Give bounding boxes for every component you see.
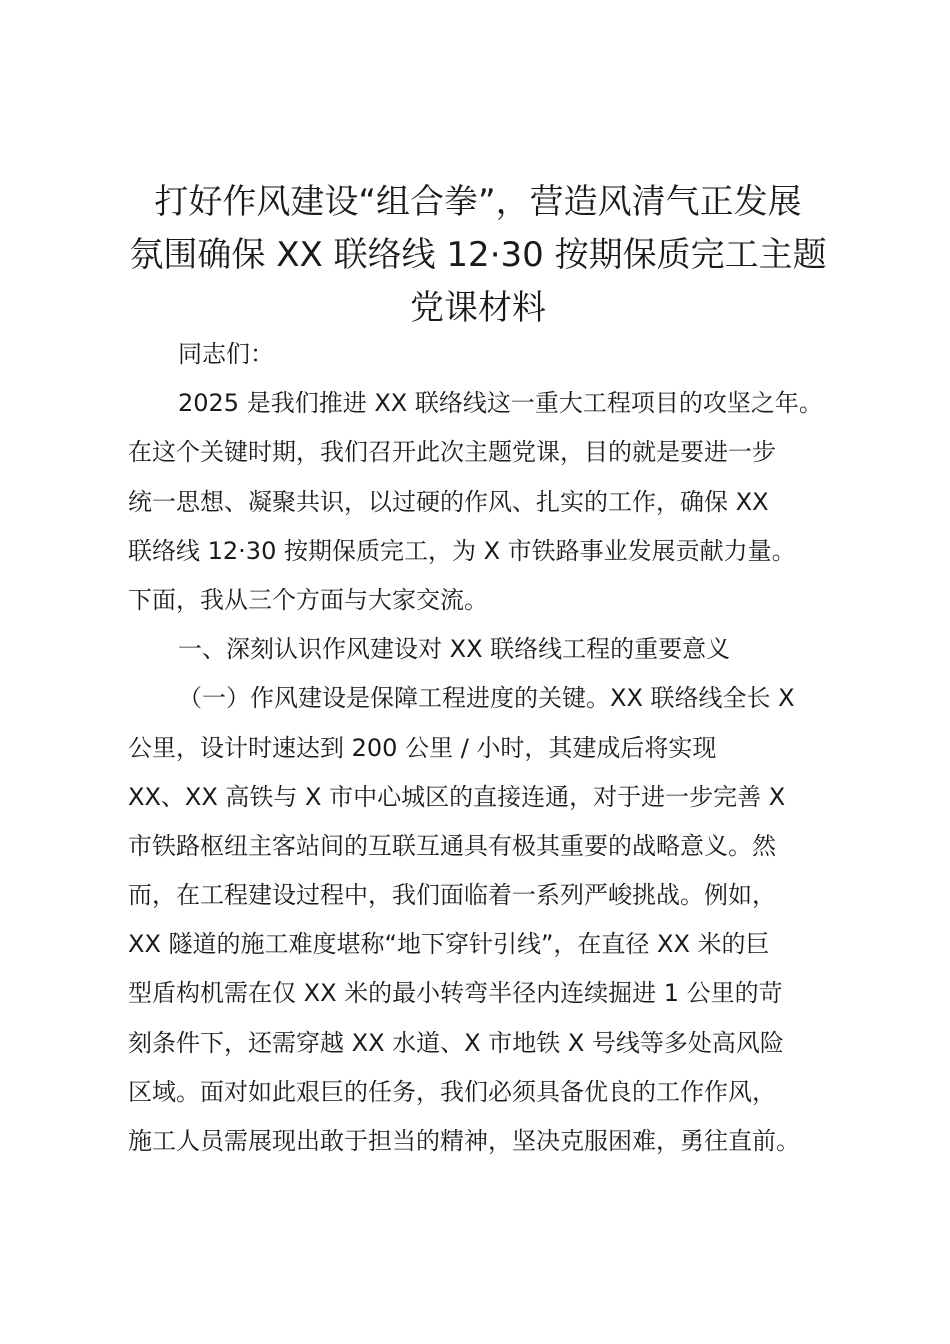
body-line: XX、XX 高铁与 X 市中心城区的直接连通，对于进一步完善 X (128, 782, 786, 811)
body-line: 统一思想、凝聚共识，以过硬的作风、扎实的工作，确保 XX (128, 487, 769, 516)
body-line: 在这个关键时期，我们召开此次主题党课，目的就是要进一步 (128, 438, 776, 467)
body-line: 2025 是我们推进 XX 联络线这一重大工程项目的攻坚之年。 (178, 389, 823, 418)
salutation: 同志们： (178, 340, 274, 368)
body-line: 市铁路枢纽主客站间的互联互通具有极其重要的战略意义。然 (128, 831, 776, 860)
body-line: 区域。面对如此艰巨的任务，我们必须具备优良的工作作风， (128, 1077, 776, 1106)
body-line: 型盾构机需在仅 XX 米的最小转弯半径内连续掘进 1 公里的苛 (128, 979, 783, 1008)
body-line: XX 隧道的施工难度堪称“地下穿针引线”，在直径 XX 米的巨 (128, 930, 770, 959)
body-line: 下面，我从三个方面与大家交流。 (128, 585, 488, 614)
body-line: 公里，设计时速达到 200 公里 / 小时，其建成后将实现 (128, 733, 717, 762)
body-line: 刻条件下，还需穿越 XX 水道、X 市地铁 X 号线等多处高风险 (128, 1028, 784, 1057)
body-line: 而，在工程建设过程中，我们面临着一系列严峻挑战。例如， (128, 881, 776, 910)
title-line-1: 打好作风建设“组合拳”，营造风清气正发展 (154, 182, 802, 222)
body-line: （一）作风建设是保障工程进度的关键。XX 联络线全长 X (178, 684, 795, 713)
document-body (128, 330, 858, 1166)
document-title (120, 176, 836, 335)
title-line-3: 党课材料 (410, 288, 546, 328)
body-line: 施工人员需展现出敢于担当的精神，坚决克服困难，勇往直前。 (128, 1127, 800, 1155)
body-line: 联络线 12·30 按期保质完工，为 X 市铁路事业发展贡献力量。 (128, 536, 796, 565)
section-heading: 一、深刻认识作风建设对 XX 联络线工程的重要意义 (178, 635, 731, 664)
title-line-2: 氛围确保 XX 联络线 12·30 按期保质完工主题 (129, 235, 827, 275)
